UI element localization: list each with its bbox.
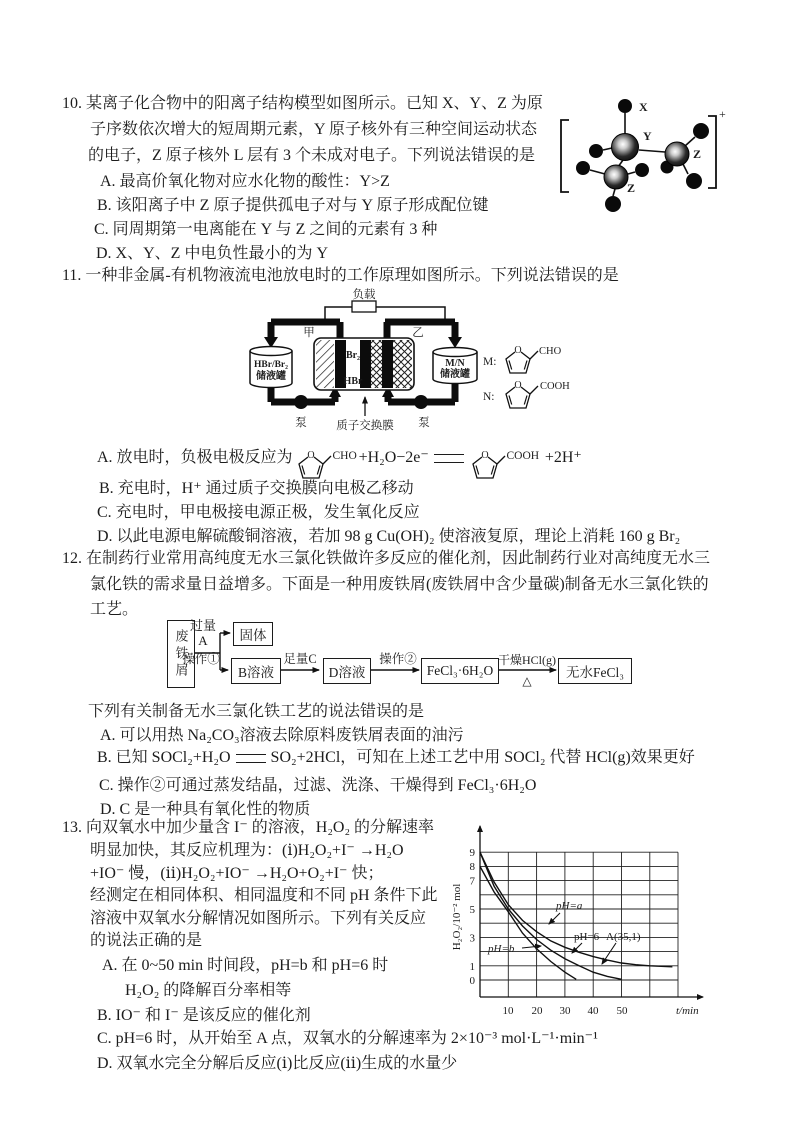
- q12-stem-line: 工艺。: [90, 601, 139, 618]
- flow-delta-label: △: [522, 674, 532, 688]
- svg-text:20: 20: [531, 1005, 543, 1017]
- svg-text:10: 10: [502, 1005, 514, 1017]
- q10-stem-line: 的电子，Z 原子核外 L 层有 3 个未成对电子。下列说法错误的是: [88, 147, 535, 164]
- q12-stem-line: 12. 在制药行业常用高纯度无水三氯化铁做许多反应的催化剂，因此制药行业对高纯度无水三: [62, 550, 711, 567]
- y-axis-label: H₂O₂/10⁻² mol: [451, 883, 463, 951]
- q11-option-a-prefix: A. 放电时，负极电极反应为: [97, 449, 293, 466]
- chart-grid: [480, 852, 678, 997]
- q12-stem-line: 氯化铁的需求量日益增多。下面是一种用废铁屑(废铁屑中含少量碳)制备无水三氯化铁的: [90, 576, 709, 593]
- svg-text:O: O: [306, 450, 315, 461]
- q11-option-d: D. 以此电源电解硫酸铜溶液，若加 98 g Cu(OH)₂ 使溶液复原，理论上消耗 160 g Br₂: [97, 528, 681, 545]
- q10-option-a: A. 最高价氧化物对应水化物的酸性：Y>Z: [100, 173, 390, 190]
- annotation-ph-b: pH=b: [488, 943, 515, 955]
- pump-left-icon: [294, 395, 308, 409]
- atom-y: [612, 134, 639, 161]
- svg-text:30: 30: [559, 1005, 571, 1017]
- atom-h: [589, 144, 603, 158]
- x-axis-label: t/min: [676, 1005, 699, 1017]
- cooh-label: COOH: [506, 450, 539, 462]
- q13-option-a: A. 在 0~50 min 时间段，pH=b 和 pH=6 时: [102, 957, 389, 974]
- n-label: N:: [483, 391, 495, 403]
- atom-z1: [604, 165, 628, 189]
- flow-dry-hcl-label: 干燥HCl(g): [498, 653, 556, 667]
- h2o2-decomposition-chart: [450, 812, 760, 1040]
- q13-stem-line: 明显加快，其反应机理为：(ⅰ)H₂O₂+I⁻ →H₂O: [90, 842, 404, 859]
- flow-excess-line2: A: [198, 633, 208, 648]
- q12-lead: 下列有关制备无水三氯化铁工艺的说法错误的是: [88, 703, 425, 720]
- q12-option-b-post: SO₂+2HCl，可知在上述工艺中用 SOCl₂ 代替 HCl(g)效果更好: [270, 749, 695, 766]
- pump-right-icon: [414, 395, 428, 409]
- flow-op1-label: 操作①: [182, 652, 220, 666]
- atom-h: [693, 123, 709, 139]
- svg-text:1: 1: [469, 961, 475, 973]
- cell-br2-label: Br₂: [345, 350, 361, 361]
- electrode-left-label: 甲: [303, 327, 315, 339]
- q13-option-d: D. 双氧水完全分解后反应(ⅰ)比反应(ⅱ)生成的水量少: [97, 1055, 458, 1072]
- process-flow-figure: [140, 612, 700, 704]
- q11-option-c: C. 充电时，甲电极接电源正极，发生氧化反应: [97, 504, 420, 521]
- load-resistor: [352, 301, 376, 312]
- q13-stem-line: 经测定在相同体积、相同温度和不同 pH 条件下此: [90, 887, 438, 904]
- flow-excess-label: [187, 618, 219, 648]
- cho-label: CHO: [332, 450, 357, 462]
- q13-stem-line: +IO⁻ 慢，(ⅱ)H₂O₂+IO⁻ →H₂O+O₂+I⁻ 快；: [90, 865, 384, 882]
- svg-text:3: 3: [469, 932, 475, 945]
- annotation-point-a: A(35,1): [606, 931, 641, 943]
- furoic-acid-structure: [469, 436, 543, 480]
- svg-text:5: 5: [469, 904, 475, 916]
- annotation-ph-6: pH=6: [574, 931, 600, 943]
- cell-interior: [316, 340, 412, 388]
- atoms: [576, 99, 709, 212]
- membrane-label: 质子交换膜: [336, 420, 394, 432]
- q13-option-a-line2: H₂O₂ 的降解百分率相等: [125, 982, 292, 999]
- q11-option-a: [97, 436, 582, 480]
- svg-text:40: 40: [587, 1005, 599, 1017]
- cell-hbr-label: HBr: [343, 376, 363, 387]
- left-tank-line2: 储液罐: [256, 371, 286, 382]
- pump-left-label: 泵: [295, 417, 307, 429]
- electrode-right-bar: [382, 340, 393, 388]
- atom-label-z2: Z: [693, 147, 702, 161]
- q10-option-d: D. X、Y、Z 中电负性最小的为 Y: [96, 245, 328, 262]
- q13-option-c: C. pH=6 时，从开始至 A 点，双氧水的分解速率为 2×10⁻³ mol·L⁻¹·min⁻¹: [97, 1030, 598, 1047]
- flow-solution-b-box: B溶液: [231, 658, 281, 684]
- curve-pH=6: [480, 852, 622, 979]
- right-tank-line2: 储液罐: [440, 369, 470, 380]
- q13-option-b: B. IO⁻ 和 I⁻ 是该反应的催化剂: [97, 1007, 311, 1024]
- load-wires: [325, 307, 445, 319]
- q10-option-b: B. 该阳离子中 Z 原子提供孤电子对与 Y 原子形成配位键: [97, 197, 489, 214]
- n-group-label: COOH: [540, 381, 570, 392]
- svg-text:O: O: [481, 450, 489, 461]
- q13-stem-line: 13. 向双氧水中加少量含 I⁻ 的溶液，H₂O₂ 的分解速率: [62, 819, 435, 836]
- atom-h: [605, 196, 621, 212]
- atom-h: [576, 161, 590, 175]
- svg-text:0: 0: [469, 975, 475, 987]
- flow-battery-figure: O 负载 Br₂ HBr 甲 乙 HBr/Br₂ 储液罐 M/N 储液罐 泵 泵 质子交换膜 M: CHO N: COOH: [249, 287, 570, 432]
- atom-z2: [665, 142, 689, 166]
- annotation-ph-a: pH=a: [556, 900, 583, 912]
- load-label: 负载: [352, 289, 376, 301]
- reaction-equals-icon: [434, 454, 464, 463]
- atom-label-x: X: [639, 100, 648, 114]
- q12-option-b: [97, 748, 695, 768]
- flow-hydrate-box: FeCl₃·6H₂O: [421, 658, 499, 684]
- q13-stem-line: 的说法正确的是: [90, 932, 203, 949]
- electrode-right-label: 乙: [412, 327, 424, 339]
- furanal-structure: [295, 436, 357, 480]
- flow-enough-c-label: 足量C: [283, 652, 317, 666]
- q11-option-a-suffix: +2H⁺: [544, 449, 582, 466]
- left-tank: [250, 347, 292, 388]
- svg-text:9: 9: [469, 847, 475, 859]
- atom-x: [618, 99, 632, 113]
- svg-text:50: 50: [616, 1005, 628, 1017]
- q12-option-b-pre: B. 已知 SOCl₂+H₂O: [97, 749, 231, 766]
- flow-solid-box: 固体: [233, 622, 273, 646]
- atom-h: [686, 173, 702, 189]
- atom-label-y: Y: [643, 129, 652, 143]
- atom-h: [635, 163, 649, 177]
- flow-scrap-box: 废铁屑: [167, 620, 195, 688]
- left-tank-line1: HBr/Br₂: [254, 360, 288, 370]
- flow-product-box: 无水FeCl₃: [558, 658, 632, 684]
- charge-label: +: [719, 107, 726, 121]
- right-tank: [433, 348, 477, 384]
- cation-model-figure: [555, 90, 800, 260]
- m-group-label: CHO: [539, 346, 562, 357]
- q12-option-c: C. 操作②可通过蒸发结晶，过滤、洗涤、干燥得到 FeCl₃·6H₂O: [99, 777, 537, 794]
- svg-text:8: 8: [469, 861, 475, 873]
- m-label: M:: [483, 356, 497, 368]
- chart-curves: [480, 852, 672, 979]
- atom-label-z1: Z: [627, 181, 636, 195]
- x-tick-labels: [503, 1005, 629, 1017]
- q11-stem: 11. 一种非金属-有机物液流电池放电时的工作原理如图所示。下列说法错误的是: [62, 267, 619, 284]
- flow-excess-line1: 过量: [189, 618, 216, 633]
- flow-op2-label: 操作②: [379, 652, 417, 666]
- right-tank-line1: M/N: [445, 358, 465, 369]
- pump-right-label: 泵: [418, 417, 430, 429]
- reaction-equals-icon: [236, 754, 266, 763]
- q10-stem-line: 10. 某离子化合物中的阳离子结构模型如图所示。已知 X、Y、Z 为原: [62, 95, 543, 112]
- y-tick-labels: [470, 847, 476, 987]
- q10-stem-line: 子序数依次增大的短周期元素，Y 原子核外有三种空间运动状态: [90, 121, 537, 138]
- q11-option-b: B. 充电时，H⁺ 通过质子交换膜向电极乙移动: [99, 480, 414, 497]
- chart-annotations: [487, 900, 641, 964]
- flow-solution-d-box: D溶液: [323, 658, 371, 684]
- q11-option-a-mid: +H₂O−2e⁻: [358, 449, 429, 466]
- q13-stem-line: 溶液中双氧水分解情况如图所示。下列有关反应: [90, 910, 427, 927]
- q12-option-a: A. 可以用热 Na₂CO₃溶液去除原料废铁屑表面的油污: [100, 727, 464, 744]
- q10-option-c: C. 同周期第一电离能在 Y 与 Z 之间的元素有 3 种: [94, 221, 438, 238]
- svg-text:7: 7: [469, 875, 475, 888]
- q12-option-d: D. C 是一种具有氧化性的物质: [100, 801, 311, 818]
